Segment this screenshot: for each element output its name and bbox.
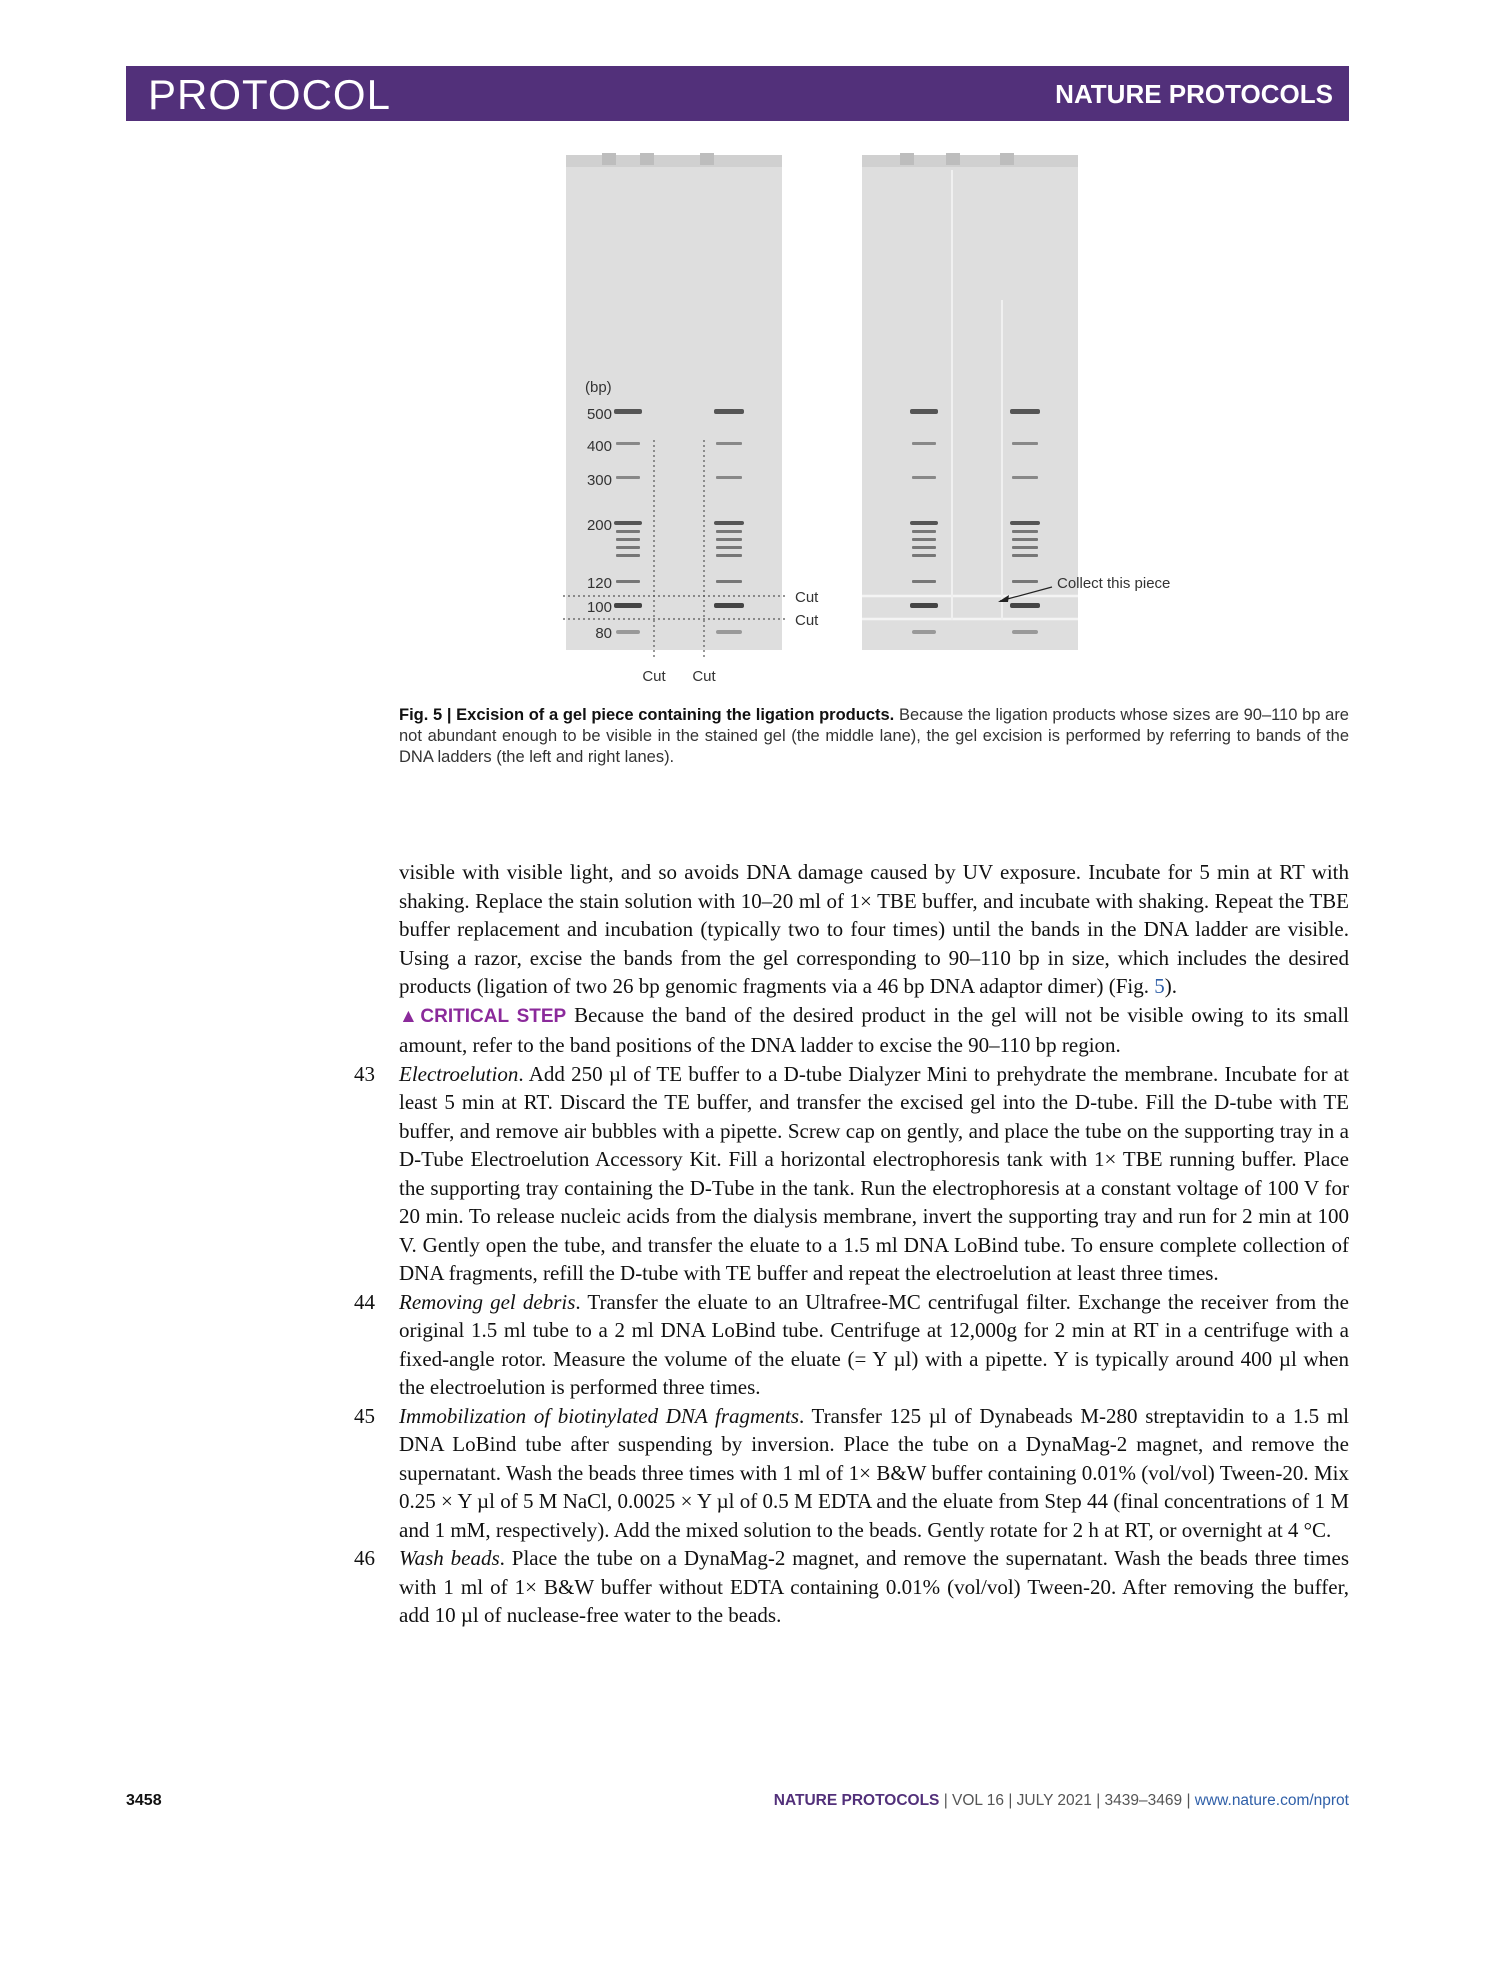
ladder-label-400: 400 xyxy=(586,438,612,455)
ladder-label-120: 120 xyxy=(586,575,612,592)
gel-right xyxy=(862,153,1078,650)
critical-step-text: Because the band of the desired product in the gel will not be visible owing to its small amount, refer to the band positions of the DNA ladder to excise the 90–110 bp region. xyxy=(399,1002,1349,1057)
body-text xyxy=(354,858,1349,1630)
step-44 xyxy=(354,1288,1349,1402)
footer-journal: NATURE PROTOCOLS xyxy=(773,1792,940,1809)
ladder-label-80: 80 xyxy=(595,625,612,642)
footer-url[interactable]: www.nature.com/nprot xyxy=(1194,1792,1349,1809)
cut-label-bottom-1: Cut xyxy=(642,668,666,685)
step-title: Wash beads xyxy=(399,1546,500,1570)
step-46 xyxy=(354,1544,1349,1630)
figure-link[interactable]: 5 xyxy=(1154,974,1165,998)
ladder-label-500: 500 xyxy=(586,406,612,423)
paragraph-text-end: ). xyxy=(1164,974,1178,998)
collect-label: Collect this piece xyxy=(1057,575,1171,592)
step-43 xyxy=(354,1060,1349,1288)
footer-volume: | VOL 16 | JULY 2021 | 3439–3469 | xyxy=(939,1792,1195,1809)
caption-text: Because the ligation products whose sizes are 90–110 bp are not abundant enough to be visible in the stained gel (the middle lane), the gel excision is performed by referring to bands of the DNA ladders (the left and right lanes). xyxy=(399,706,1349,766)
critical-step xyxy=(399,1001,1349,1060)
ladder-label-100: 100 xyxy=(586,599,612,616)
cut-label-right-2: Cut xyxy=(795,612,819,629)
section-label: PROTOCOL xyxy=(148,71,391,118)
cut-label-bottom-2: Cut xyxy=(692,668,716,685)
step-text: . Place the tube on a DynaMag-2 magnet, and remove the supernatant. Wash the beads three times with 1 ml of 1× B&W buffer without EDTA containing 0.01% (vol/vol) Tween-20. After removing the buffer, add 10 µl of nuclease-free water to the beads. xyxy=(399,1546,1349,1627)
unit-label: (bp) xyxy=(585,379,612,396)
paragraph-text: visible with visible light, and so avoids DNA damage caused by UV exposure. Incubate for 5 min at RT with shaking. Replace the stain solution with 10–20 ml of 1× TBE buffer, and incubate with shaking. Repeat the TBE buffer replacement and incubation (typically two to four times) until the bands in the DNA ladder are visible. Using a razor, excise the bands from the gel corresponding to 90–110 bp in size, which includes the desired products (ligation of two 26 bp genomic fragments via a 46 bp DNA adaptor dimer) (Fig. xyxy=(399,860,1349,998)
step-text: . Add 250 µl of TE buffer to a D-tube Dialyzer Mini to prehydrate the membrane. Incubate for at least 5 min at RT. Discard the TE buffer, and transfer the excised gel into the D-tube. Fill the D-tube with TE buffer, and remove air bubbles with a pipette. Screw cap on gently, and place the tube on the supporting tray in a D-Tube Electroelution Accessory Kit. Fill a horizontal electrophoresis tank with 1× TBE running buffer. Place the supporting tray containing the D-Tube in the tank. Run the electrophoresis at a constant voltage of 100 V for 20 min. To release nucleic acids from the dialysis membrane, invert the supporting tray and run for 2 min at 100 V. Gently open the tube, and transfer the eluate to a 1.5 ml DNA LoBind tube. To ensure complete collection of DNA fragments, refill the D-tube with TE buffer and repeat the electroelution at least three times. xyxy=(399,1061,1349,1285)
step-number: 43 xyxy=(354,1061,375,1086)
gel-figure xyxy=(0,0,1489,700)
paragraph-continuation xyxy=(399,858,1349,1001)
step-number: 45 xyxy=(354,1403,375,1428)
step-number: 46 xyxy=(354,1546,375,1570)
step-title: Removing gel debris xyxy=(399,1289,576,1314)
journal-label: NATURE PROTOCOLS xyxy=(1055,79,1333,109)
footer-citation xyxy=(774,1792,1349,1810)
critical-step-label: ▲CRITICAL STEP xyxy=(399,1005,567,1027)
caption-title: Fig. 5 | Excision of a gel piece containing the ligation products. xyxy=(399,706,895,724)
cut-label-right-1: Cut xyxy=(795,589,819,606)
page-number: 3458 xyxy=(126,1792,162,1809)
step-title: Immobilization of biotinylated DNA fragments xyxy=(399,1403,800,1428)
step-45 xyxy=(354,1402,1349,1545)
ladder-label-300: 300 xyxy=(586,472,612,489)
figure-caption xyxy=(399,705,1349,768)
step-title: Electroelution xyxy=(399,1061,519,1086)
step-text: . Transfer the eluate to an Ultrafree-MC centrifugal filter. Exchange the receiver from the original 1.5 ml tube to a 2 ml DNA LoBind tube. Centrifuge at 12,000g for 2 min at RT in a centrifuge with a fixed-angle rotor. Measure the volume of the eluate (= Y µl) with a pipette. Y is typically around 400 µl when the electroelution is performed three times. xyxy=(399,1289,1349,1399)
step-text: . Transfer 125 µl of Dynabeads M-280 streptavidin to a 1.5 ml DNA LoBind tube after suspending by inversion. Place the tube on a DynaMag-2 magnet, and remove the supernatant. Wash the beads three times with 1 ml of 1× B&W buffer containing 0.01% (vol/vol) Tween-20. Mix 0.25 × Y µl of 5 M NaCl, 0.0025 × Y µl of 0.5 M EDTA and the eluate from Step 44 (final concentrations of 1 M and 1 mM, respectively). Add the mixed solution to the beads. Gently rotate for 2 h at RT, or overnight at 4 °C. xyxy=(399,1403,1349,1542)
ladder-label-200: 200 xyxy=(586,517,612,534)
step-number: 44 xyxy=(354,1289,375,1314)
